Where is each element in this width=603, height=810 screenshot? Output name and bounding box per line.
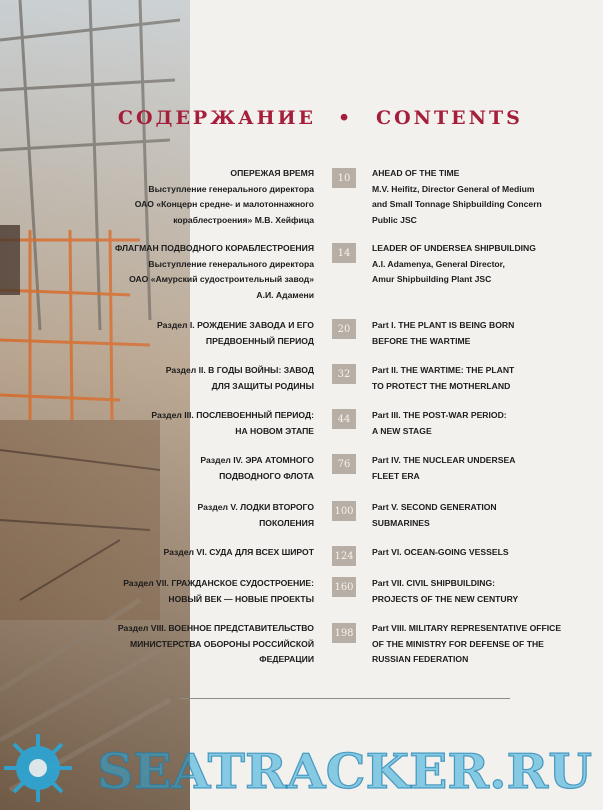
page-number-badge[interactable]: 32 [332,364,356,384]
entry-line-ru: Раздел I. РОЖДЕНИЕ ЗАВОДА И ЕГО [157,320,314,330]
page-number-badge[interactable]: 44 [332,409,356,429]
entry-line-en: FLEET ERA [372,470,420,481]
page-number-badge[interactable]: 76 [332,454,356,474]
entry-title-ru [54,621,314,668]
entry-line-en: Part VI. OCEAN-GOING VESSELS [372,547,509,557]
page-number-badge[interactable]: 20 [332,319,356,339]
entry-line-ru: Выступление генерального директора [148,258,314,269]
entry-line-ru: Раздел III. ПОСЛЕВОЕННЫЙ ПЕРИОД: [151,410,314,420]
entry-line-ru: ОПЕРЕЖАЯ ВРЕМЯ [230,168,314,178]
entry-line-en: SUBMARINES [372,517,430,528]
page-number-badge[interactable]: 100 [332,501,356,521]
entry-line-ru: ПРЕДВОЕННЫЙ ПЕРИОД [205,335,314,346]
entry-line-ru: Раздел VII. ГРАЖДАНСКОЕ СУДОСТРОЕНИЕ: [123,578,314,588]
entry-title-ru [54,408,314,439]
entry-line-en: Part II. THE WARTIME: THE PLANT [372,365,515,375]
watermark [0,728,603,810]
entry-line-ru: Раздел VIII. ВОЕННОЕ ПРЕДСТАВИТЕЛЬСТВО [117,623,314,633]
entry-line-en: Part IV. THE NUCLEAR UNDERSEA [372,455,516,465]
watermark-text: SEATRACKER.RU [97,744,592,800]
gear-icon [4,734,72,802]
entry-line-ru: НА НОВОМ ЭТАПЕ [235,425,314,436]
entry-line-en: TO PROTECT THE MOTHERLAND [372,380,511,391]
entry-line-ru: ФЛАГМАН ПОДВОДНОГО КОРАБЛЕСТРОЕНИЯ [114,243,314,253]
entry-title-ru [54,166,314,228]
entry-line-ru: Раздел II. В ГОДЫ ВОЙНЫ: ЗАВОД [165,365,314,375]
entry-line-ru: ФЕДЕРАЦИИ [259,654,314,664]
entry-line-ru: ПОДВОДНОГО ФЛОТА [219,470,314,481]
entry-title-ru [54,453,314,484]
title-separator: • [338,107,354,129]
entry-line-en: Part V. SECOND GENERATION [372,502,497,512]
entry-title-en [372,621,600,668]
entry-title-ru [54,241,314,303]
entry-line-en: LEADER OF UNDERSEA SHIPBUILDING [372,243,536,253]
entry-line-en: Part I. THE PLANT IS BEING BORN [372,320,515,330]
entry-line-en: PROJECTS OF THE NEW CENTURY [372,593,519,604]
page-number-badge[interactable]: 160 [332,577,356,597]
entry-line-ru: кораблестроения» М.В. Хейфица [173,214,314,225]
entry-line-ru: Раздел VI. СУДА ДЛЯ ВСЕХ ШИРОТ [163,547,314,557]
entry-line-en: A.I. Adamenya, General Director, [372,258,505,269]
entry-line-ru: А.И. Адамени [256,289,314,300]
entry-title-en [372,576,600,607]
entry-line-en: Amur Shipbuilding Plant JSC [372,274,492,284]
entry-title-ru [54,318,314,349]
entry-line-ru: ОАО «Концерн средне- и малотоннажного [134,199,314,209]
page-number-badge[interactable]: 124 [332,546,356,566]
entry-title-en [372,241,600,288]
page-number-badge[interactable]: 10 [332,168,356,188]
entry-line-en: AHEAD OF THE TIME [372,168,460,178]
entry-title-en [372,453,600,484]
entry-line-ru: МИНИСТЕРСТВА ОБОРОНЫ РОССИЙСКОЙ [129,638,314,649]
entry-line-ru: Раздел V. ЛОДКИ ВТОРОГО [197,502,314,512]
entry-line-en: OF THE MINISTRY FOR DEFENSE OF THE [372,638,544,649]
entry-title-en [372,363,600,394]
entry-line-en: and Small Tonnage Shipbuilding Concern [372,199,542,209]
entry-line-en: A NEW STAGE [372,425,432,436]
entry-title-en [372,408,600,439]
entry-line-en: Part III. THE POST-WAR PERIOD: [372,410,507,420]
entry-line-en: RUSSIAN FEDERATION [372,654,469,664]
entry-line-en: M.V. Heifitz, Director General of Medium [372,183,535,194]
entry-title-en [372,500,600,531]
entry-title-en [372,545,600,561]
entry-title-en [372,318,600,349]
entry-line-en: Part VIII. MILITARY REPRESENTATIVE OFFICE [372,623,562,633]
bottom-divider [180,698,510,699]
entry-line-ru: ДЛЯ ЗАЩИТЫ РОДИНЫ [211,380,314,391]
entry-title-ru [54,545,314,561]
entry-line-en: Part VII. CIVIL SHIPBUILDING: [372,578,496,588]
title-ru: СОДЕРЖАНИЕ [117,107,316,129]
page-number-badge[interactable]: 198 [332,623,356,643]
entry-line-ru: Раздел IV. ЭРА АТОМНОГО [200,455,314,465]
entry-title-ru [54,576,314,607]
entry-line-ru: НОВЫЙ ВЕК — НОВЫЕ ПРОЕКТЫ [168,593,314,604]
entry-title-en [372,166,600,228]
entry-line-ru: Выступление генерального директора [148,183,314,194]
title-en: CONTENTS [376,107,523,129]
entry-line-en: BEFORE THE WARTIME [372,335,471,346]
page-number-badge[interactable]: 14 [332,243,356,263]
entry-line-en: Public JSC [372,214,417,225]
entry-line-ru: ПОКОЛЕНИЯ [259,517,314,528]
entry-title-ru [54,363,314,394]
entry-title-ru [54,500,314,531]
entry-line-ru: ОАО «Амурский судостроительный завод» [129,274,314,284]
